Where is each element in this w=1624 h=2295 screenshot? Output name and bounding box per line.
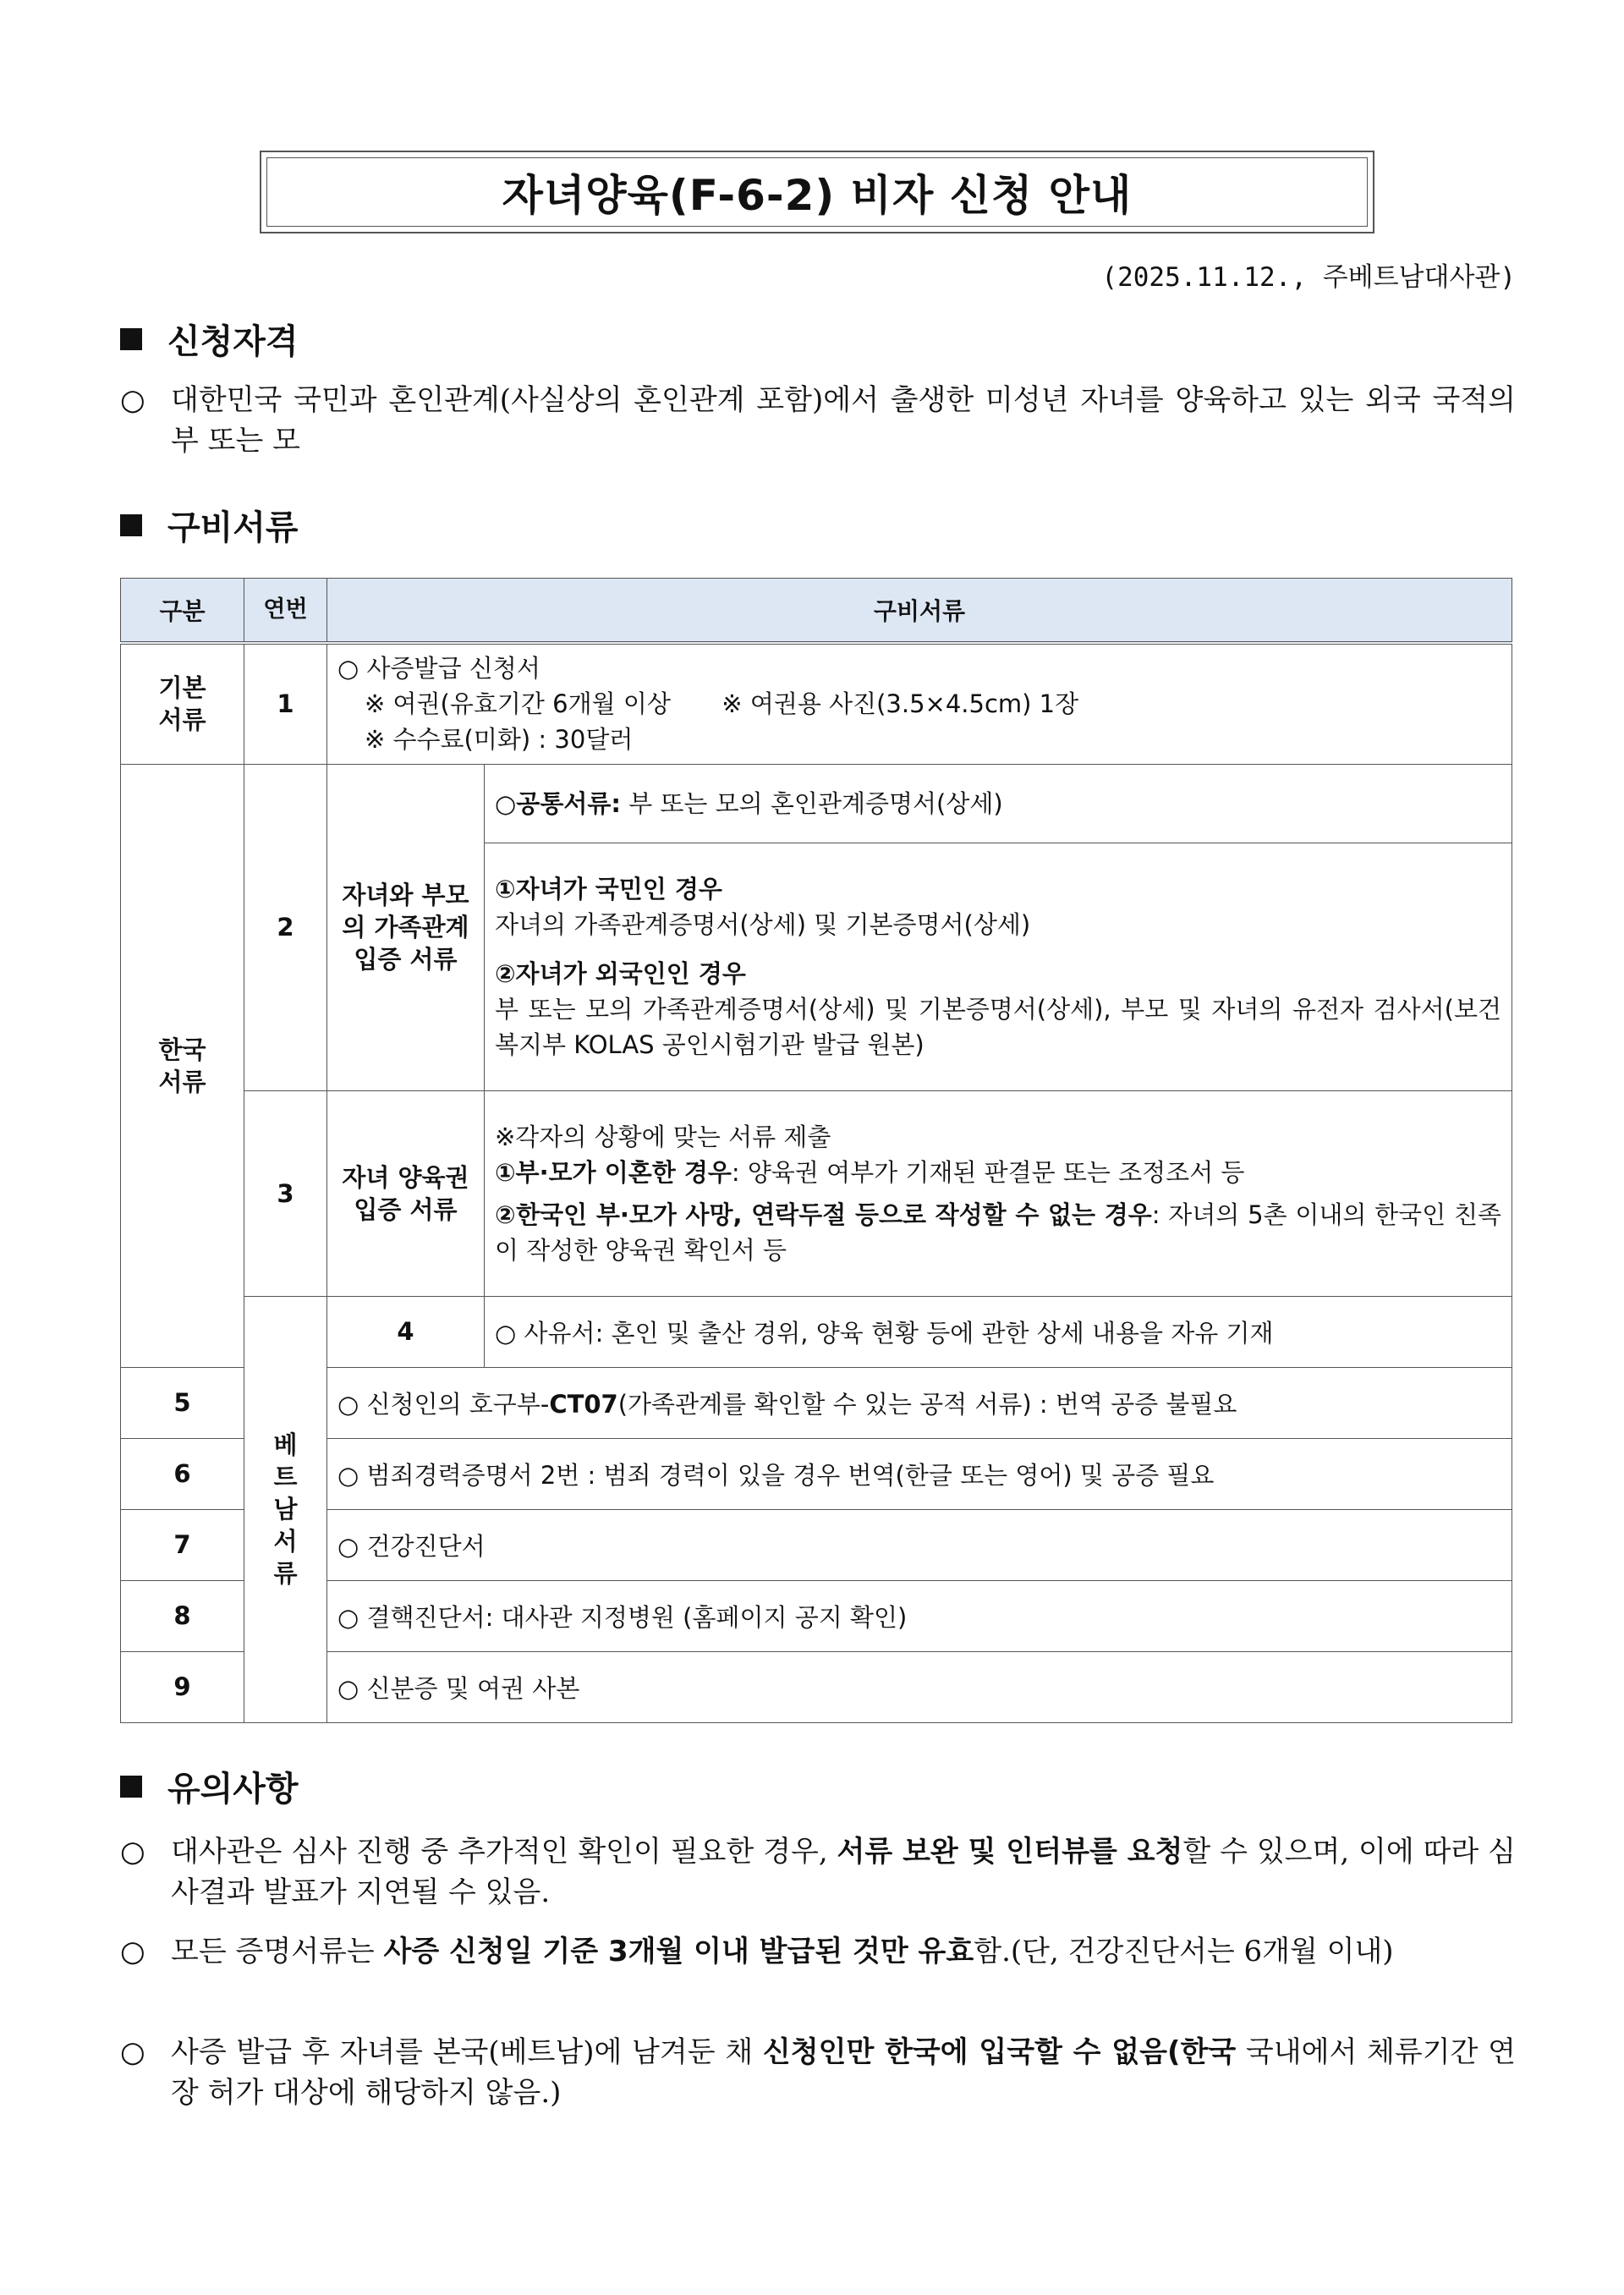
table-header-row (121, 579, 1512, 644)
category-basic: 기본 서류 (121, 643, 244, 764)
case1-title: ①자녀가 국민인 경우 (495, 874, 722, 903)
title-box (260, 151, 1374, 233)
documents-heading (120, 501, 299, 549)
custody-case2-title: ②한국인 부·모가 사망, 연락두절 등으로 작성할 수 없는 경우 (495, 1200, 1152, 1229)
note-item (120, 1831, 1516, 1913)
vietnam-doc-post: (가족관계를 확인할 수 있는 공적 서류) : 번역 공증 불필요 (617, 1389, 1237, 1419)
note-item (120, 1931, 1516, 1972)
vietnam-doc-cell (327, 1367, 1512, 1438)
circle-bullet-icon: ○ (120, 1935, 145, 1968)
basic-line-1: ○ 사증발급 신청서 (337, 654, 540, 684)
subcategory-family-relation: 자녀와 부모의 가족관계 입증 서류 (327, 764, 485, 1090)
row-number: 3 (244, 1090, 327, 1296)
case2-text: 부 또는 모의 가족관계증명서(상세) 및 기본증명서(상세), 부모 및 자녀의 유전자 검사서(보건복지부 KOLAS 공인시험기관 발급 원본) (495, 994, 1502, 1059)
korea-cases-cell (485, 843, 1512, 1090)
eligibility-item (120, 380, 1516, 461)
vietnam-doc-text: ○ 신분증 및 여권 사본 (327, 1651, 1512, 1722)
documents-heading-text: 구비서류 (167, 508, 299, 547)
note-text (171, 1831, 1516, 1913)
case2-title: ②자녀가 외국인인 경우 (495, 958, 746, 988)
header-docs: 구비서류 (327, 579, 1512, 644)
row-number: 6 (121, 1438, 244, 1509)
basic-docs-cell (327, 643, 1512, 764)
table-row (121, 1438, 1512, 1509)
common-text: 부 또는 모의 혼인관계증명서(상세) (628, 788, 1003, 818)
note-text-post: 할 수 있으며, 이에 따라 심사결과 발표가 지연될 수 있음. (171, 1835, 1516, 1909)
note-text-bold: 사증 신청일 기준 3개월 이내 발급된 것만 유효 (383, 1935, 974, 1968)
basic-line-2 (337, 686, 1501, 722)
custody-case1-title: ①부·모가 이혼한 경우 (495, 1157, 732, 1187)
circle-bullet-icon: ○ (120, 1835, 145, 1869)
category-korea: 한국 서류 (121, 764, 244, 1367)
table-row (121, 764, 1512, 843)
documents-table (120, 578, 1512, 1723)
custody-case2 (495, 1197, 1501, 1268)
note-text-bold: 신청인만 한국에 입국할 수 없음(한국 (762, 2035, 1237, 2069)
table-row (121, 643, 1512, 764)
note-text (171, 2032, 1516, 2113)
basic-passport: ※ 여권(유효기간 6개월 이상 (365, 689, 671, 719)
category-vietnam: 베트남 서류 (244, 1296, 327, 1722)
common-label: ○공통서류: (495, 788, 621, 818)
note-text-post: 함.(단, 건강진단서는 6개월 이내) (974, 1935, 1394, 1968)
title-box-inner (266, 157, 1368, 227)
note-text-post: 국내에서 체류기간 연장 허가 대상에 해당하지 않음.) (171, 2035, 1517, 2110)
note-item (120, 2032, 1516, 2113)
header-number: 연번 (244, 579, 327, 644)
vietnam-doc-text: ○ 범죄경력증명서 2번 : 범죄 경력이 있을 경우 번역(한글 또는 영어) 및 공증 필요 (327, 1438, 1512, 1509)
subcategory-custody: 자녀 양육권 입증 서류 (327, 1090, 485, 1296)
custody-case1-text: : 양육권 여부가 기재된 판결문 또는 조정조서 등 (731, 1157, 1245, 1187)
custody-note: ※각자의 상황에 맞는 서류 제출 (495, 1122, 831, 1151)
table-row (121, 1090, 1512, 1296)
vietnam-doc-text: ○ 사유서: 혼인 및 출산 경위, 양육 현황 등에 관한 상세 내용을 자유 기재 (485, 1296, 1512, 1367)
note-text (171, 1931, 1516, 1972)
row-number: 9 (121, 1651, 244, 1722)
row-number: 1 (244, 643, 327, 764)
basic-photo: ※ 여권용 사진(3.5×4.5cm) 1장 (721, 689, 1079, 719)
common-docs-cell (485, 764, 1512, 843)
circle-bullet-icon: ○ (120, 383, 145, 417)
row-number: 4 (327, 1296, 485, 1367)
square-bullet-icon (120, 328, 142, 350)
note-text-pre: 사증 발급 후 자녀를 본국(베트남)에 남겨둔 채 (171, 2035, 763, 2069)
row-number: 2 (244, 764, 327, 1090)
vietnam-doc-bold: CT07 (549, 1389, 618, 1419)
vietnam-doc-pre: ○ 신청인의 호구부- (337, 1389, 550, 1419)
page-title: 자녀양육(F-6-2) 비자 신청 안내 (502, 171, 1133, 220)
eligibility-heading-text: 신청자격 (167, 322, 299, 361)
note-text-pre: 모든 증명서류는 (171, 1935, 384, 1968)
case1-text: 자녀의 가족관계증명서(상세) 및 기본증명서(상세) (495, 909, 1031, 939)
header-category: 구분 (121, 579, 244, 644)
row-number: 7 (121, 1509, 244, 1580)
eligibility-heading (120, 315, 299, 363)
notes-heading-text: 유의사항 (167, 1770, 299, 1809)
basic-line-3: ※ 수수료(미화) : 30달러 (365, 725, 634, 755)
vietnam-doc-text: ○ 결핵진단서: 대사관 지정병원 (홈페이지 공지 확인) (327, 1580, 1512, 1651)
circle-bullet-icon: ○ (120, 2035, 145, 2069)
custody-docs-cell (485, 1090, 1512, 1296)
date-issuer: (2025.11.12., 주베트남대사관) (1101, 262, 1516, 293)
table-row (121, 1367, 1512, 1438)
table-row (121, 1580, 1512, 1651)
note-text-bold: 서류 보완 및 인터뷰를 요청 (837, 1835, 1183, 1869)
table-row (121, 1651, 1512, 1722)
note-text-pre: 대사관은 심사 진행 중 추가적인 확인이 필요한 경우, (171, 1835, 837, 1869)
table-row (121, 1296, 1512, 1367)
row-number: 8 (121, 1580, 244, 1651)
row-number: 5 (121, 1367, 244, 1438)
vietnam-doc-text: ○ 건강진단서 (327, 1509, 1512, 1580)
eligibility-text: 대한민국 국민과 혼인관계(사실상의 혼인관계 포함)에서 출생한 미성년 자녀를 양육하고 있는 외국 국적의 부 또는 모 (171, 383, 1516, 458)
table-row (121, 1509, 1512, 1580)
custody-case2-text: : 자녀의 5촌 이내의 한국인 친족이 작성한 양육권 확인서 등 (495, 1200, 1502, 1265)
notes-heading (120, 1762, 299, 1810)
custody-case1 (495, 1155, 1501, 1190)
square-bullet-icon (120, 1776, 142, 1798)
square-bullet-icon (120, 514, 142, 536)
